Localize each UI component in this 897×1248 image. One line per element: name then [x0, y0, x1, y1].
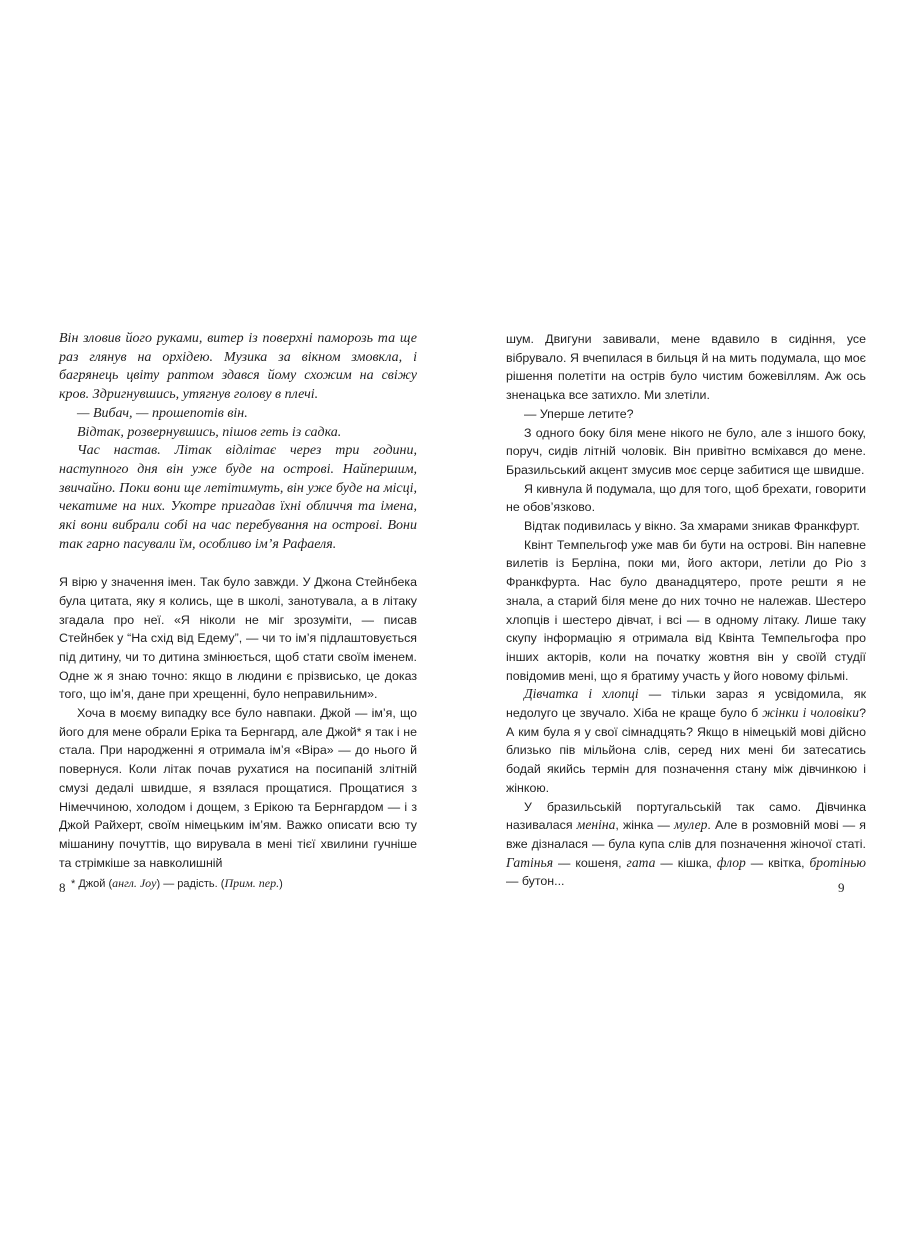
italic-paragraph: — Вибач, — прошепотів він. — [77, 405, 248, 421]
italic-paragraph: Відтак, розвернувшись, пішов геть із садка. — [77, 424, 342, 440]
paragraph: шум. Двигуни завивали, мене вдавило в сидіння, усе вібрувало. Я вчепилася в бильця й на мить подумала, що моє рішення полетіти на острів було чистим божевіллям. Аж ось зненацька все затихло. Ми злетіли. — [506, 332, 866, 403]
paragraph: — Уперше летите? — [524, 406, 634, 421]
paragraph: Квінт Темпельгоф уже мав би бути на острові. Він напевне вилетів із Берліна, поки ми, його актори, летіли до Ріо з Франкфурта. Нас було дванадцятеро, проте решти я не знала, а старий біля мене до них точно не належав. Шестеро хлопців і шестеро дівчат, і всі — в одному літаку. Лише таку скупу інформацію я отримала від Квінта Темпельгофа про інших акторів, коли на початку жовтня він у своїй студії повідомив мені, що я братиму участь у його новому фільмі. — [506, 537, 866, 683]
paragraph: Я вірю у значення імен. Так було завжди. У Джона Стейнбека була цитата, яку я колись, ще в школі, занотувала, а в літаку згадала про неї. «Я ніколи не міг зрозуміти, — писав Стейнбек у “На схід від Едему”, — чи то ім’я підлаштовується під дитину, чи то дитина змінюється, щоб стати своїм іменем. Одне ж я знаю точно: якщо в людини є прізвисько, це доказ того, що ім’я, дане при хрещенні, було неправильним». — [59, 575, 417, 702]
paragraph: З одного боку біля мене нікого не було, але з іншого боку, поруч, сидів літній чоловік. Він привітно всміхався до мене. Бразильський акцент змусив моє серце забитися ще швидше. — [506, 425, 866, 477]
italic-paragraph: Він зловив його руками, витер із поверхні паморозь та ще раз глянув на орхідею. Музика за вікном змовкла, і багрянець цвіту раптом здався йому схожим на свіжу кров. Здригнувшись, утягнув голову в плечі. — [59, 331, 417, 403]
paragraph: Відтак подивилась у вікно. За хмарами зникав Франкфурт. — [524, 519, 860, 534]
section-gap — [59, 554, 417, 573]
italic-paragraph: Час настав. Літак відлітає через три години, наступного дня він уже буде на острові. Найпершим, звичайно. Поки вони ще летітимуть, він уже буде на місці, чекатиме на них. Укотре пригадав їхні обличчя та імена, які вони вибрали собі на час перебування на острові. Вони так гарно пасували їм, особливо ім’я Рафаеля. — [59, 443, 417, 552]
left-page — [59, 330, 417, 892]
page-number-left: 8 — [59, 880, 66, 895]
right-page — [506, 330, 866, 891]
paragraph: Я кивнула й подумала, що для того, щоб брехати, говорити не обов’язково. — [506, 481, 866, 515]
paragraph: Хоча в моєму випадку все було навпаки. Джой — ім’я, що його для мене обрали Еріка та Бернгард, але Джой* я так і не стала. При народженні я отримала ім’я «Віра» — до нього й повернуся. Коли літак почав рухатися на посипаній злітній смузі дедалі швидше, я взялася прощатися. Прощатися з Німеччиною, холодом і дощем, з Ерікою та Бернгардом — і з Джой Райхерт, своїм німецьким ім’ям. Важко описати всю ту мішанину почуттів, що вирувала в мені тієї хвилини гучніше та стрімкіше за навколишній — [59, 706, 417, 870]
paragraph: Дівчатка і хлопці — тільки зараз я усвідомила, як недолуго це звучало. Хіба не краще було б жінки і чоловіки? А ким була я у свої сімнадцять? Якщо в німецькій мові дійсно близько пів мільйона слів, серед них мені би затесатись бодай якийсь термін для позначення стану між дівчинкою і жінкою. — [506, 686, 866, 795]
footnote: * Джой (англ. Joy) — радість. (Прим. пер.) — [71, 876, 283, 891]
paragraph: У бразильській португальській так само. Дівчинка називалася меніна, жінка — мулер. Але в розмовній мові — я вже дізналася — була купа слів для позначення жіночої статі. Гатінья — кошеня, гата — кішка, флор — квітка, бротінью — бутон... — [506, 799, 867, 889]
page-number-right: 9 — [838, 880, 845, 895]
